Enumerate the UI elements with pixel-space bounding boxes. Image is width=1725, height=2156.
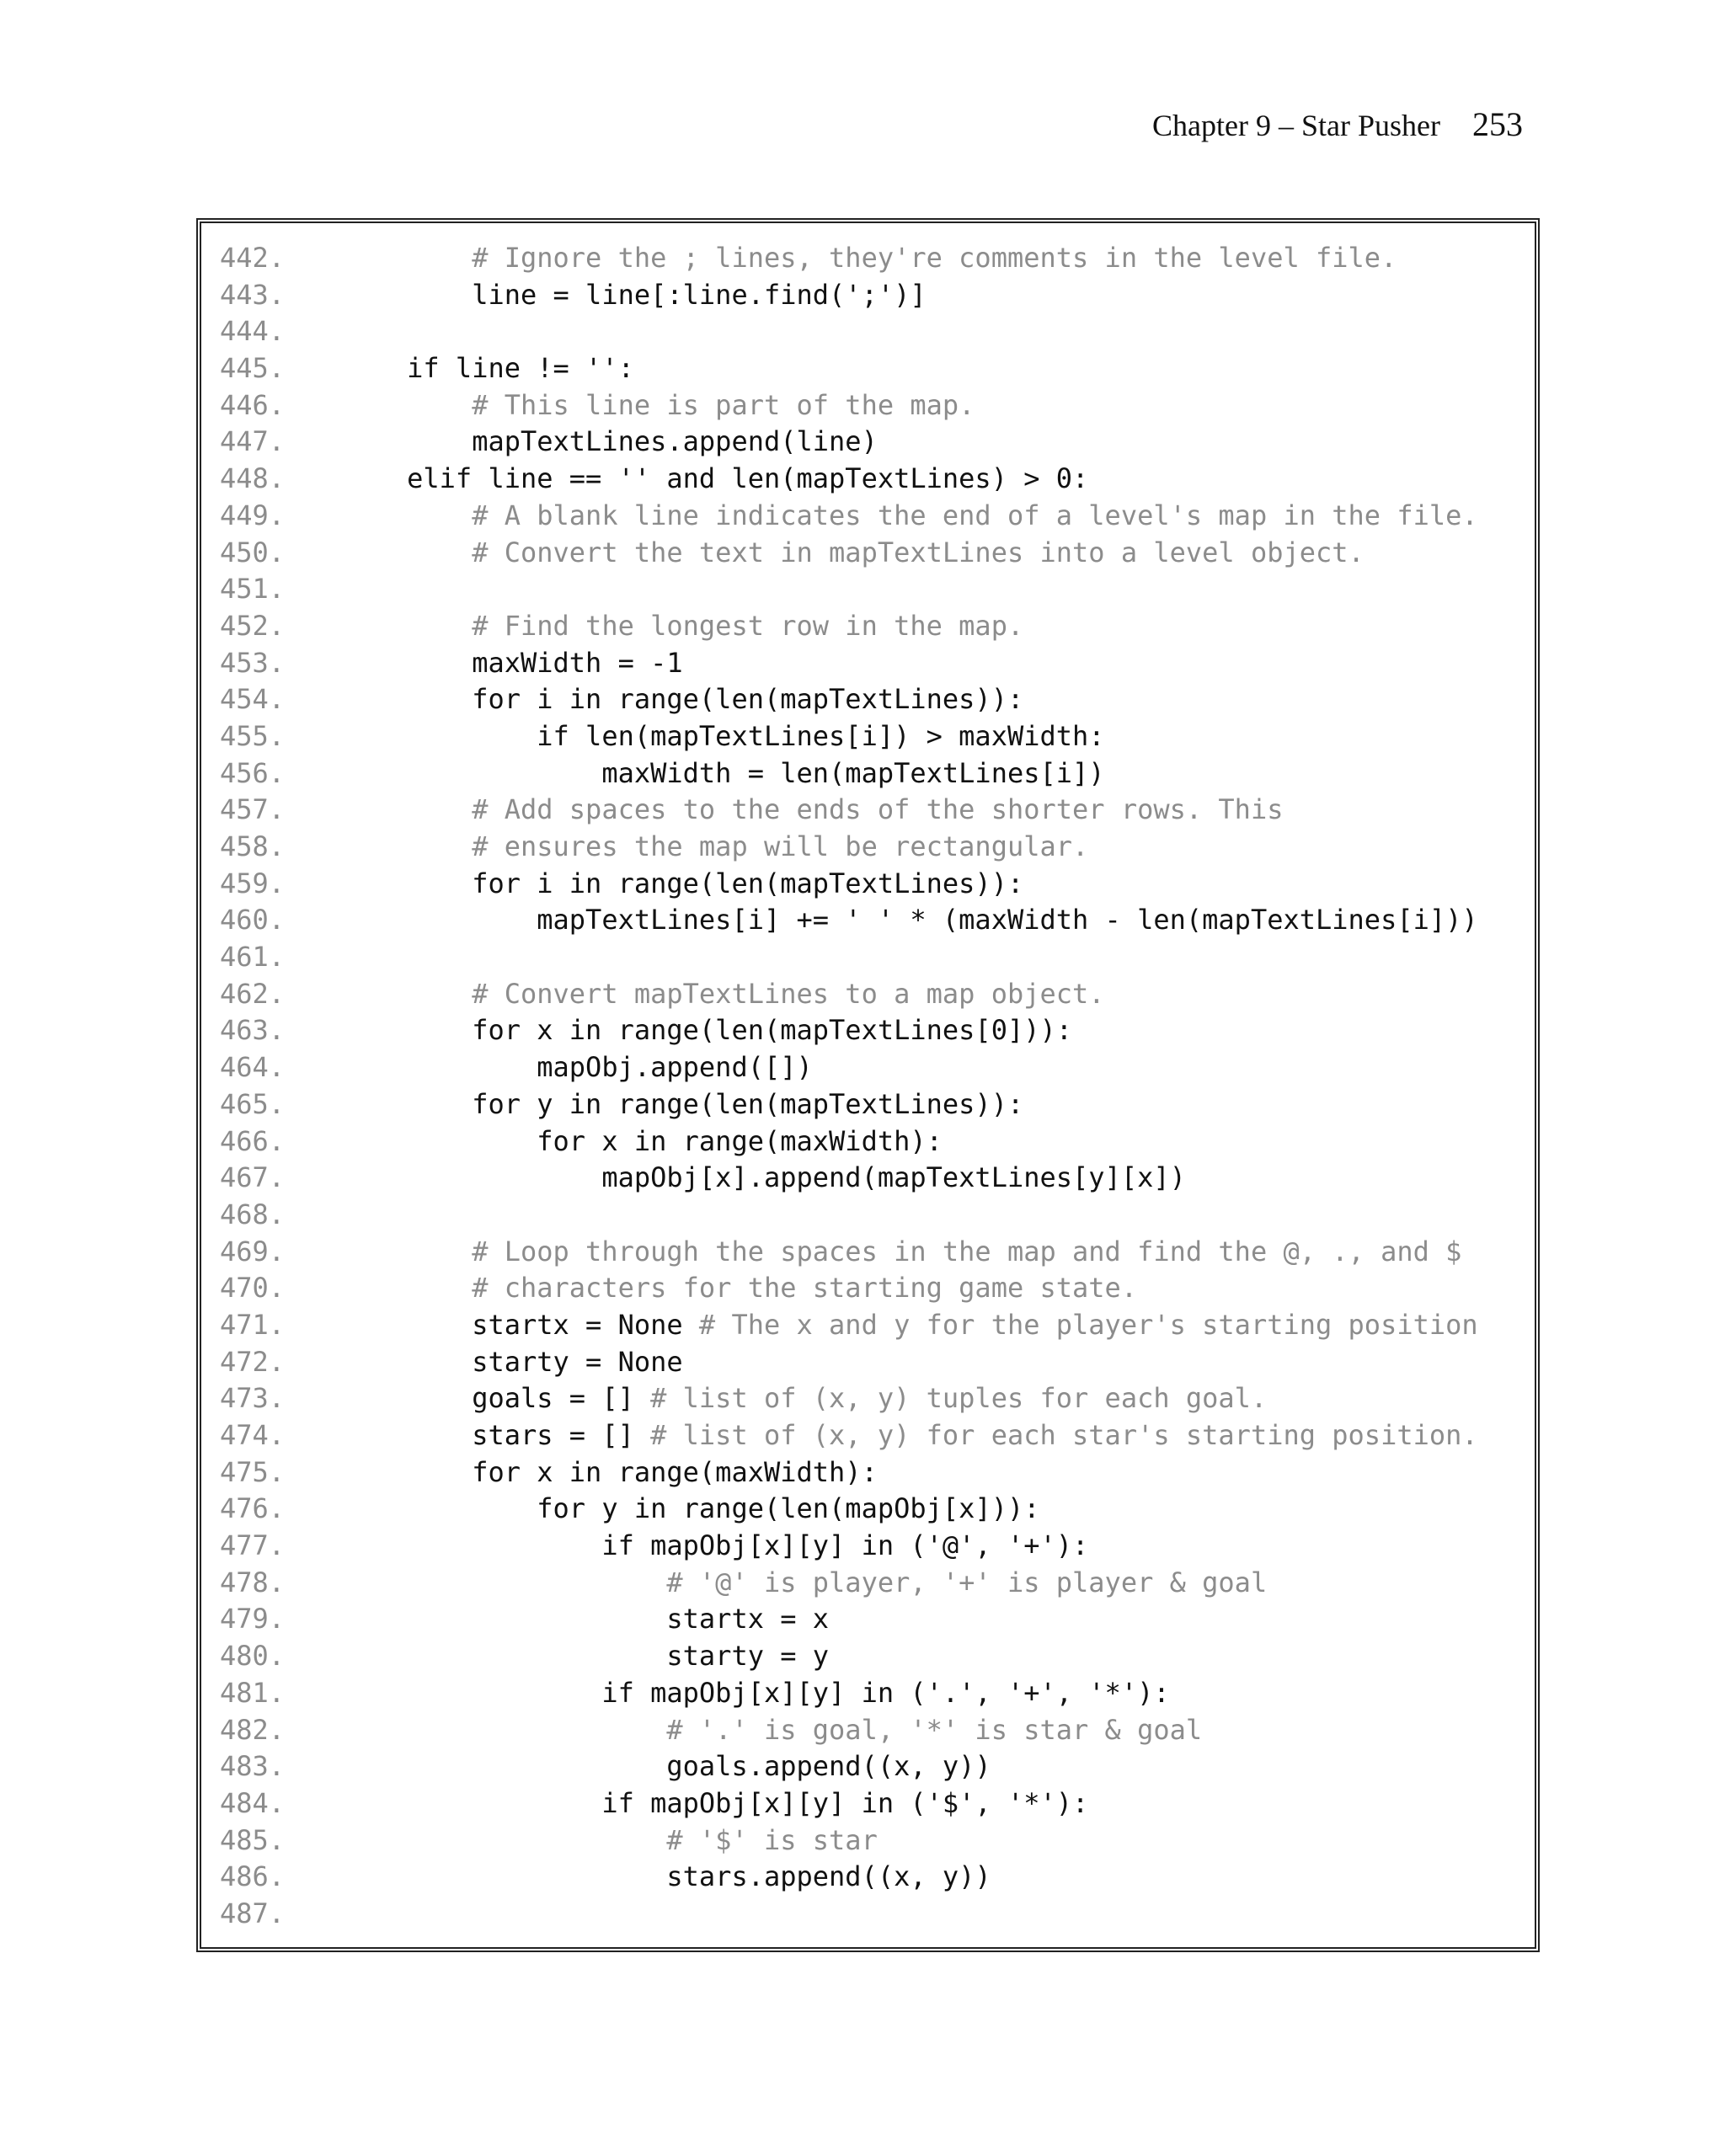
line-number: 469. bbox=[220, 1235, 286, 1267]
line-number: 459. bbox=[220, 867, 286, 899]
code-line bbox=[220, 571, 1535, 608]
line-code bbox=[277, 1454, 878, 1492]
code-text: if mapObj[x][y] in ('$', '*'): bbox=[277, 1786, 1089, 1819]
line-number: 455. bbox=[220, 719, 286, 752]
code-text bbox=[277, 536, 472, 568]
code-line bbox=[220, 277, 1535, 314]
code-text: goals = [] bbox=[277, 1382, 651, 1415]
code-line bbox=[220, 792, 1535, 829]
code-text: maxWidth = -1 bbox=[277, 646, 683, 679]
code-line bbox=[220, 1712, 1535, 1749]
line-number: 456. bbox=[220, 756, 286, 789]
code-line bbox=[220, 461, 1535, 498]
line-number: 485. bbox=[220, 1823, 286, 1856]
line-number: 449. bbox=[220, 499, 286, 531]
line-code bbox=[277, 1234, 1461, 1271]
line-number: 464. bbox=[220, 1051, 286, 1084]
code-text bbox=[277, 499, 472, 531]
line-number: 480. bbox=[220, 1640, 286, 1673]
code-comment: # Convert the text in mapTextLines into a level object. bbox=[472, 536, 1365, 568]
line-code bbox=[277, 608, 1023, 645]
line-number: 465. bbox=[220, 1087, 286, 1120]
code-line bbox=[220, 1086, 1535, 1123]
code-text: maxWidth = len(mapTextLines[i]) bbox=[277, 756, 1105, 789]
code-line bbox=[220, 608, 1535, 645]
code-line bbox=[220, 1012, 1535, 1049]
line-number: 443. bbox=[220, 278, 286, 311]
code-comment: # list of (x, y) tuples for each goal. bbox=[650, 1382, 1268, 1415]
chapter-title: Chapter 9 – Star Pusher bbox=[1152, 109, 1440, 142]
line-code bbox=[277, 792, 1283, 829]
line-code bbox=[277, 350, 634, 387]
code-line bbox=[220, 1601, 1535, 1638]
line-number: 462. bbox=[220, 977, 286, 1010]
code-text: stars.append((x, y)) bbox=[277, 1860, 991, 1893]
line-number: 487. bbox=[220, 1897, 286, 1929]
line-number: 474. bbox=[220, 1419, 286, 1451]
line-code bbox=[277, 1160, 1186, 1197]
code-text bbox=[277, 389, 472, 421]
code-text: startx = None bbox=[277, 1308, 699, 1341]
code-comment: # A blank line indicates the end of a level's map in the file. bbox=[472, 499, 1478, 531]
line-code bbox=[277, 1123, 943, 1161]
code-comment: # characters for the starting game state. bbox=[472, 1272, 1138, 1305]
code-line bbox=[220, 424, 1535, 461]
code-line bbox=[220, 681, 1535, 718]
line-code bbox=[277, 1565, 1267, 1602]
line-number: 446. bbox=[220, 388, 286, 421]
line-code bbox=[277, 1638, 829, 1675]
line-code bbox=[277, 718, 1105, 755]
line-code bbox=[277, 1417, 1478, 1454]
code-text: for x in range(len(mapTextLines[0])): bbox=[277, 1014, 1073, 1047]
code-text bbox=[277, 1714, 666, 1746]
line-number: 482. bbox=[220, 1713, 286, 1746]
line-code bbox=[277, 976, 1105, 1013]
code-line bbox=[220, 387, 1535, 424]
code-line bbox=[220, 1785, 1535, 1822]
line-number: 477. bbox=[220, 1529, 286, 1562]
line-code bbox=[277, 755, 1105, 792]
code-line bbox=[220, 1160, 1535, 1197]
line-code bbox=[277, 277, 927, 314]
line-number: 471. bbox=[220, 1308, 286, 1341]
line-code bbox=[277, 1601, 829, 1638]
line-number: 481. bbox=[220, 1676, 286, 1709]
line-number: 472. bbox=[220, 1345, 286, 1378]
code-text: for y in range(len(mapObj[x])): bbox=[277, 1492, 1040, 1525]
line-number: 452. bbox=[220, 609, 286, 642]
line-code bbox=[277, 1086, 1023, 1123]
code-text bbox=[277, 830, 472, 862]
line-number: 457. bbox=[220, 793, 286, 826]
code-text: startx = x bbox=[277, 1603, 830, 1636]
code-text: stars = [] bbox=[277, 1419, 651, 1451]
code-line bbox=[220, 718, 1535, 755]
code-line bbox=[220, 1822, 1535, 1860]
code-comment: # '@' is player, '+' is player & goal bbox=[666, 1566, 1268, 1598]
code-line bbox=[220, 645, 1535, 682]
line-number: 461. bbox=[220, 941, 286, 974]
line-number: 484. bbox=[220, 1786, 286, 1819]
line-code bbox=[277, 1344, 683, 1381]
code-line bbox=[220, 1307, 1535, 1344]
line-code bbox=[277, 1491, 1039, 1528]
code-text: if len(mapTextLines[i]) > maxWidth: bbox=[277, 719, 1105, 752]
line-number: 479. bbox=[220, 1603, 286, 1636]
line-number: 442. bbox=[220, 242, 286, 274]
code-comment: # Convert mapTextLines to a map object. bbox=[472, 977, 1105, 1010]
line-number: 470. bbox=[220, 1272, 286, 1305]
code-line bbox=[220, 1380, 1535, 1417]
line-number: 476. bbox=[220, 1492, 286, 1525]
code-line bbox=[220, 1049, 1535, 1086]
line-code bbox=[277, 240, 1397, 277]
line-number: 448. bbox=[220, 462, 286, 495]
code-text: if mapObj[x][y] in ('.', '+', '*'): bbox=[277, 1676, 1170, 1709]
code-text: if line != '': bbox=[277, 352, 634, 385]
line-number: 486. bbox=[220, 1860, 286, 1893]
line-code bbox=[277, 1307, 1478, 1344]
code-text: mapObj[x].append(mapTextLines[y][x]) bbox=[277, 1161, 1186, 1194]
code-text: starty = y bbox=[277, 1640, 830, 1673]
line-code bbox=[277, 866, 1023, 903]
line-number: 451. bbox=[220, 573, 286, 606]
code-line bbox=[220, 535, 1535, 572]
code-text: elif line == '' and len(mapTextLines) > 0: bbox=[277, 462, 1089, 495]
line-code bbox=[277, 1380, 1267, 1417]
code-comment: # '$' is star bbox=[666, 1823, 878, 1856]
code-comment: # Ignore the ; lines, they're comments in the level file. bbox=[472, 242, 1397, 274]
code-line bbox=[220, 976, 1535, 1013]
code-text: line = line[:line.find(';')] bbox=[277, 278, 927, 311]
line-number: 475. bbox=[220, 1455, 286, 1488]
code-line bbox=[220, 829, 1535, 866]
line-number: 466. bbox=[220, 1124, 286, 1157]
code-line bbox=[220, 902, 1535, 939]
line-number: 454. bbox=[220, 683, 286, 716]
line-code bbox=[277, 1712, 1202, 1749]
line-code bbox=[277, 902, 1478, 939]
line-code bbox=[277, 535, 1365, 572]
code-line bbox=[220, 1234, 1535, 1271]
code-line bbox=[220, 1123, 1535, 1161]
code-text bbox=[277, 1272, 472, 1304]
code-line bbox=[220, 240, 1535, 277]
line-code bbox=[277, 498, 1478, 535]
code-text: for x in range(maxWidth): bbox=[277, 1455, 878, 1488]
line-number: 467. bbox=[220, 1161, 286, 1194]
line-code bbox=[277, 461, 1088, 498]
code-line bbox=[220, 939, 1535, 976]
page-number: 253 bbox=[1472, 105, 1523, 143]
code-comment: # Find the longest row in the map. bbox=[472, 609, 1024, 642]
code-line bbox=[220, 1491, 1535, 1528]
line-code bbox=[277, 1785, 1088, 1822]
code-text bbox=[277, 1235, 472, 1267]
line-number: 463. bbox=[220, 1014, 286, 1047]
line-code bbox=[277, 645, 683, 682]
code-text: for y in range(len(mapTextLines)): bbox=[277, 1087, 1024, 1120]
code-text bbox=[277, 978, 472, 1010]
code-comment: # ensures the map will be rectangular. bbox=[472, 830, 1089, 862]
code-text: starty = None bbox=[277, 1345, 683, 1378]
code-text: goals.append((x, y)) bbox=[277, 1750, 991, 1783]
code-line bbox=[220, 866, 1535, 903]
line-number: 483. bbox=[220, 1750, 286, 1783]
line-number: 453. bbox=[220, 646, 286, 679]
code-comment: # Loop through the spaces in the map and find the @, ., and $ bbox=[472, 1235, 1462, 1267]
code-text: if mapObj[x][y] in ('@', '+'): bbox=[277, 1529, 1089, 1562]
line-code bbox=[277, 1859, 991, 1896]
code-line bbox=[220, 1565, 1535, 1602]
line-number: 460. bbox=[220, 904, 286, 937]
code-text: mapTextLines[i] += ' ' * (maxWidth - len(mapTextLines[i])) bbox=[277, 904, 1478, 937]
code-line bbox=[220, 1417, 1535, 1454]
line-number: 444. bbox=[220, 315, 286, 348]
line-number: 458. bbox=[220, 830, 286, 862]
line-code bbox=[277, 829, 1088, 866]
code-line bbox=[220, 1528, 1535, 1565]
line-code bbox=[277, 1012, 1072, 1049]
code-text: for i in range(len(mapTextLines)): bbox=[277, 683, 1024, 716]
code-comment: # This line is part of the map. bbox=[472, 388, 975, 421]
line-code bbox=[277, 1528, 1088, 1565]
line-code bbox=[277, 681, 1023, 718]
page-header bbox=[1152, 104, 1523, 144]
line-code bbox=[277, 1270, 1137, 1307]
code-listing-box bbox=[196, 218, 1540, 1952]
line-code bbox=[277, 1748, 991, 1785]
code-line bbox=[220, 1859, 1535, 1896]
code-text: for i in range(len(mapTextLines)): bbox=[277, 867, 1024, 899]
code-line bbox=[220, 498, 1535, 535]
line-code bbox=[277, 1049, 813, 1086]
code-text bbox=[277, 793, 472, 825]
line-number: 445. bbox=[220, 352, 286, 385]
line-code bbox=[277, 387, 975, 424]
code-line bbox=[220, 1675, 1535, 1712]
code-lines bbox=[220, 240, 1535, 1933]
code-line bbox=[220, 1197, 1535, 1234]
code-line bbox=[220, 1896, 1535, 1933]
code-text: mapTextLines.append(line) bbox=[277, 425, 878, 458]
code-line bbox=[220, 1638, 1535, 1675]
line-code bbox=[277, 424, 878, 461]
code-line bbox=[220, 1748, 1535, 1785]
code-comment: # Add spaces to the ends of the shorter rows. This bbox=[472, 793, 1284, 826]
code-comment: # list of (x, y) for each star's starting position. bbox=[650, 1419, 1478, 1451]
code-text: mapObj.append([]) bbox=[277, 1051, 813, 1084]
code-line bbox=[220, 755, 1535, 792]
code-line bbox=[220, 313, 1535, 350]
code-line bbox=[220, 1344, 1535, 1381]
code-line bbox=[220, 1270, 1535, 1307]
code-text bbox=[277, 242, 472, 274]
code-line bbox=[220, 1454, 1535, 1492]
code-text bbox=[277, 610, 472, 642]
line-number: 478. bbox=[220, 1566, 286, 1598]
line-number: 473. bbox=[220, 1382, 286, 1415]
code-text bbox=[277, 1566, 666, 1598]
code-line bbox=[220, 350, 1535, 387]
code-text bbox=[277, 1824, 666, 1856]
code-comment: # '.' is goal, '*' is star & goal bbox=[666, 1713, 1203, 1746]
code-text: for x in range(maxWidth): bbox=[277, 1124, 943, 1157]
line-number: 447. bbox=[220, 425, 286, 458]
code-comment: # The x and y for the player's starting position bbox=[698, 1308, 1478, 1341]
line-code bbox=[277, 1675, 1170, 1712]
line-number: 468. bbox=[220, 1198, 286, 1230]
line-number: 450. bbox=[220, 536, 286, 568]
line-code bbox=[277, 1822, 878, 1860]
